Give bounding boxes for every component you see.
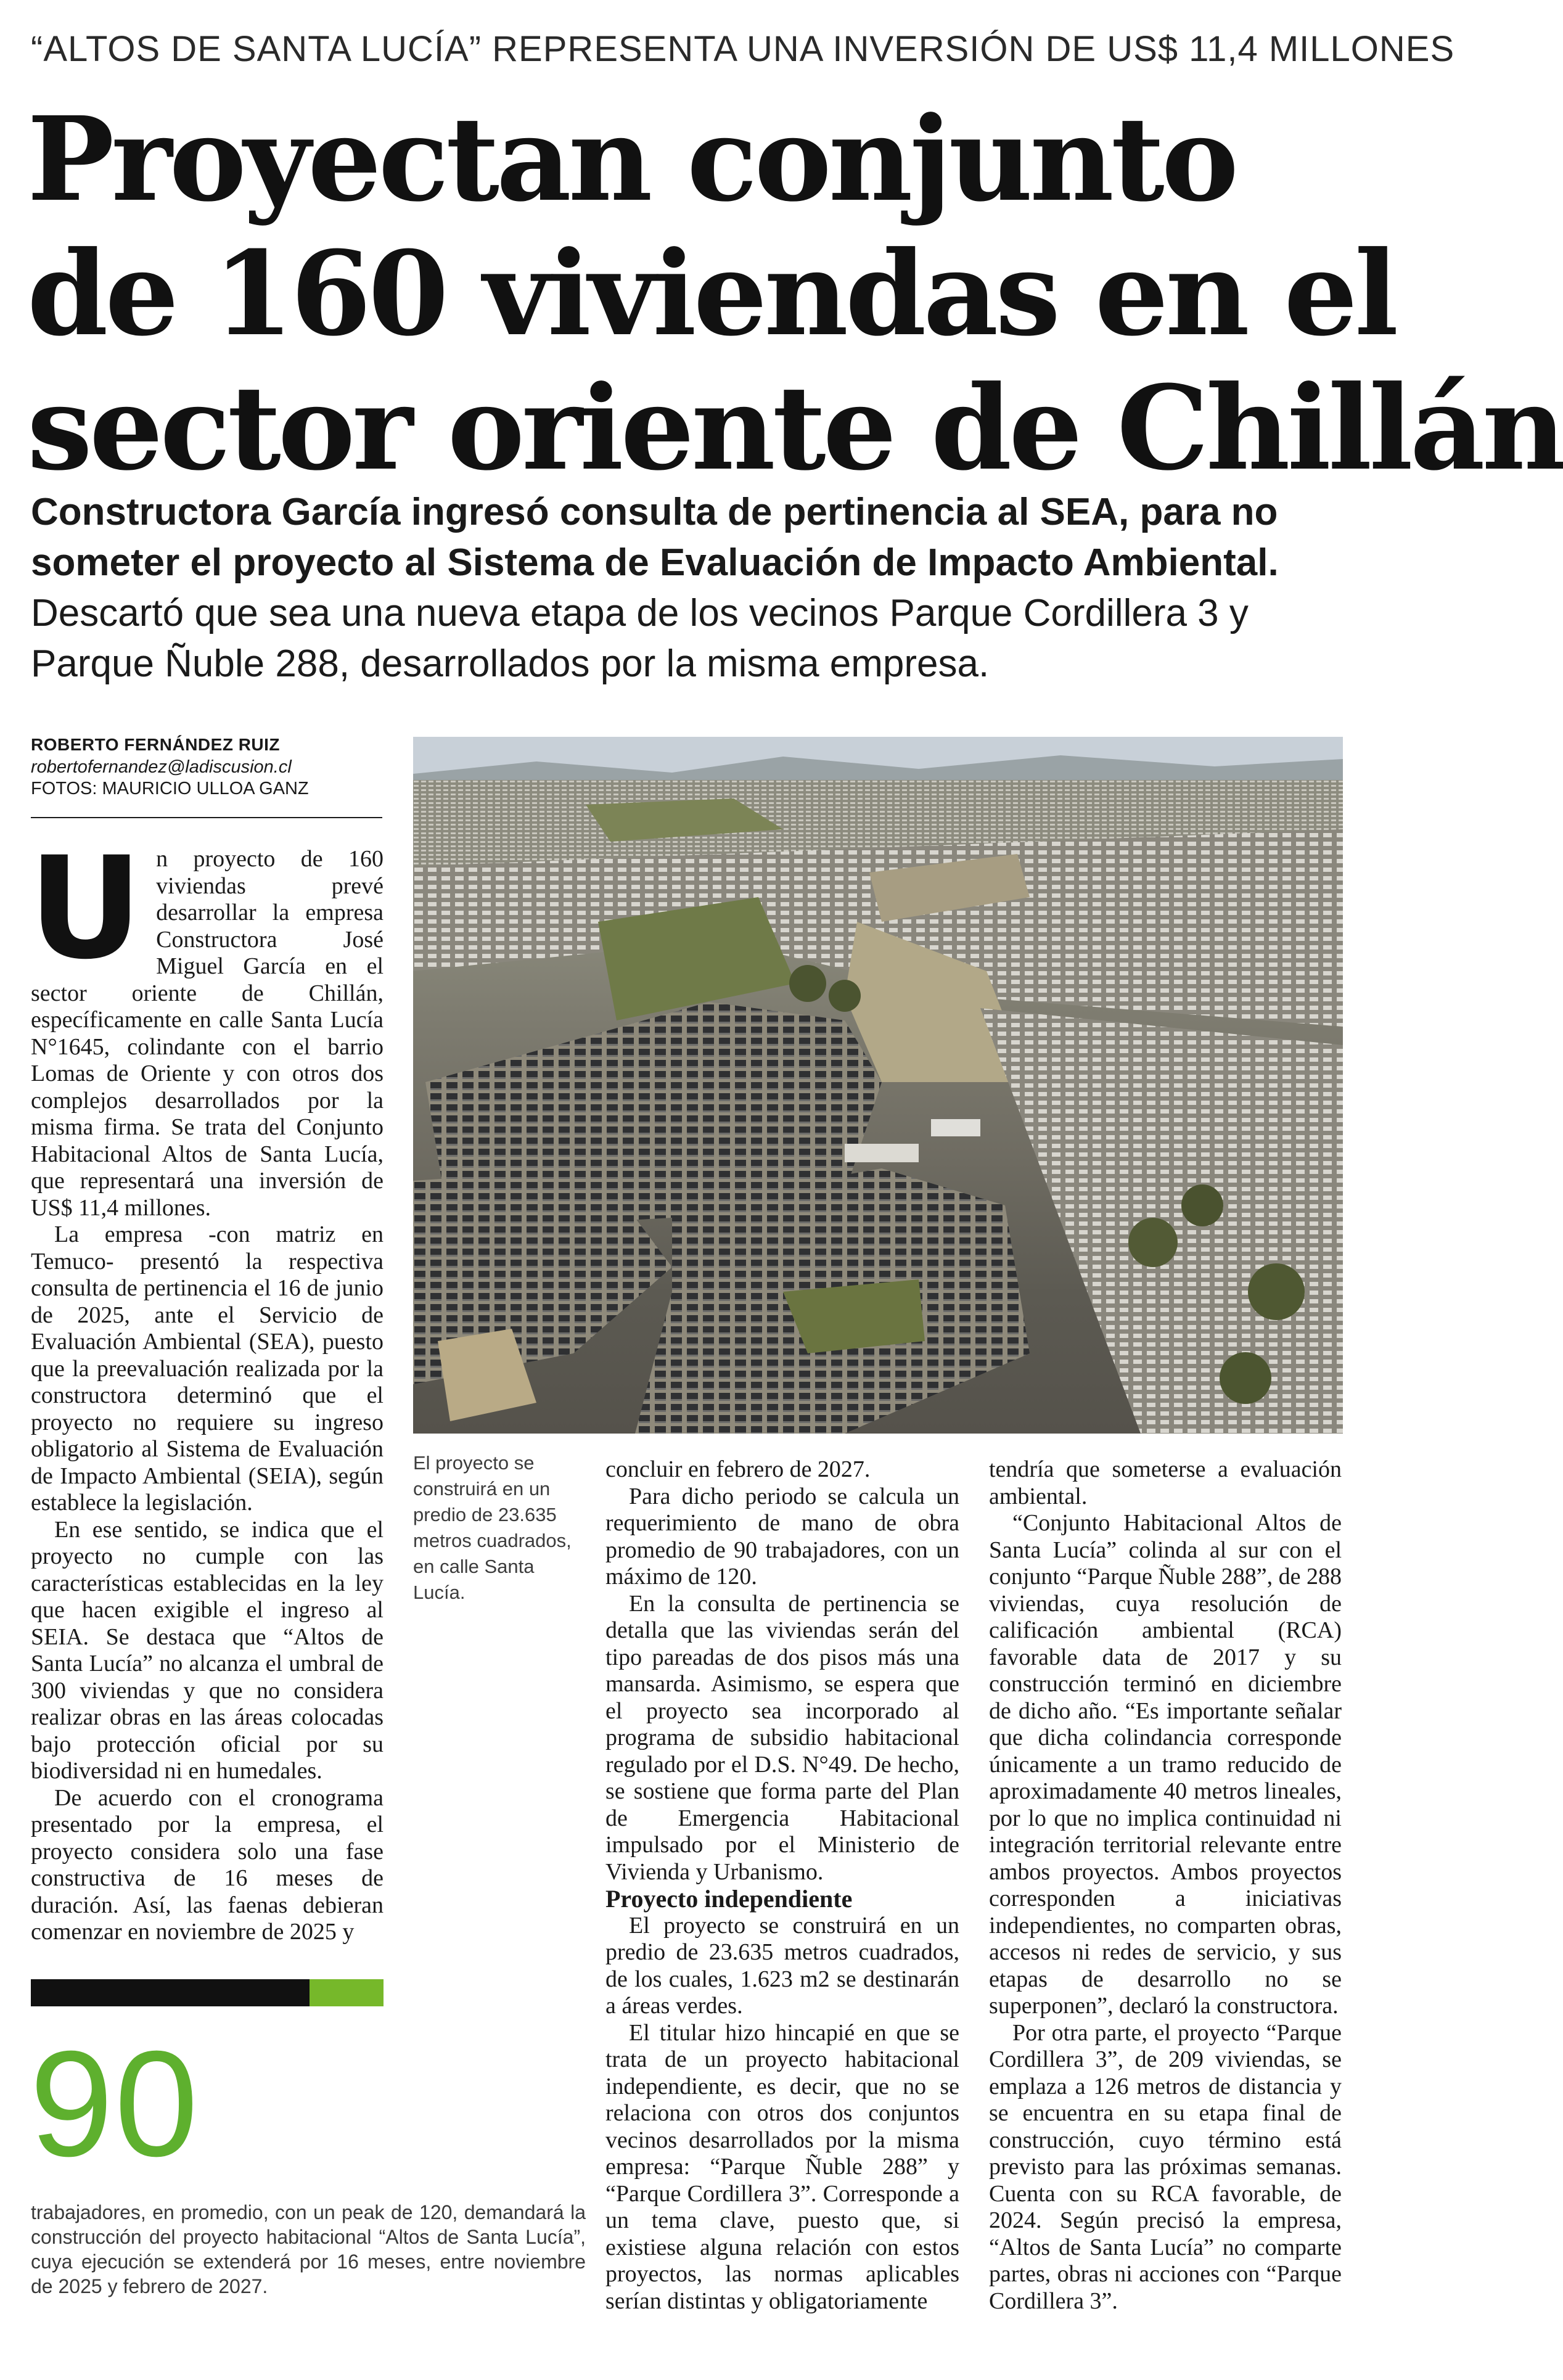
headline [27,91,1563,496]
article-column-1 [28,826,384,1946]
article-column-2 [605,1456,959,2315]
body-paragraph: Por otra parte, el proyecto “Parque Cordillera 3”, de 209 viviendas, se emplaza a 126 metros de distancia y se encuentra en su etapa final de construcción, cuyo término está previsto para las próximas semanas. Cuenta con su RCA favorable, de 2024. Según precisó la empresa, “Altos de Santa Lucía” no comparte partes, obras ni acciones con “Parque Cordillera 3”. [989,2019,1342,2314]
body-paragraph: En ese sentido, se indica que el proyecto no cumple con las características establecidas en la ley que hacen exigible el ingreso al SEIA. Se destaca que “Altos de Santa Lucía” no alcanza el umbral de 300 viviendas y que no considera realizar obras en las áreas colocadas bajo protección oficial por su biodiversidad ni en humedales. [31,1516,384,1784]
deck-regular: Descartó que sea una nueva etapa de los vecinos Parque Cordillera 3 y Parque Ñuble 288, desarrollados por la misma empresa. [31,592,1249,685]
body-paragraph: La empresa -con matriz en Temuco- presentó la respectiva consulta de pertinencia el 16 de junio de 2025, ante el Servicio de Evaluación Ambiental (SEA), puesto que la preevaluación realizada por la constructora determinó que el proyecto no requiere su ingreso obligatorio al Sistema de Evaluación de Impacto Ambiental (SEIA), según establece la legislación. [31,1221,384,1516]
body-paragraph: concluir en febrero de 2027. [605,1456,871,1482]
body-paragraph: El proyecto se construirá en un predio de 23.635 metros cuadrados, de los cuales, 1.623 m2 se destinarán a áreas verdes. [605,1912,959,2019]
headline-line: Proyectan conjunto [27,91,1236,228]
body-paragraph: Para dicho periodo se calcula un requerimiento de mano de obra promedio de 90 trabajadores, con un máximo de 120. [605,1483,959,1590]
body-paragraph: En la consulta de pertinencia se detalla que las viviendas serán del tipo pareadas de dos pisos más una mansarda. Asimismo, se espera que el proyecto sea incorporado al programa de subsidio habitacional regulado por el D.S. N°49. De hecho, se sostiene que forma parte del Plan de Emergencia Habitacional impulsado por el Ministerio de Vivienda y Urbanismo. [605,1590,959,1885]
article-column-3 [989,1456,1342,2315]
deck [31,487,1350,689]
kicker: “ALTOS DE SANTA LUCÍA” REPRESENTA UNA INVERSIÓN DE US$ 11,4 MILLONES [31,29,1455,69]
stat-bar-green [310,1979,384,2006]
stat-divider-bar [31,1979,384,2006]
body-paragraph: De acuerdo con el cronograma presentado por la empresa, el proyecto considera solo una fase constructiva de 16 meses de duración. Así, las faenas debieran comenzar en noviembre de 2025 y [31,1784,384,1945]
deck-bold: Constructora García ingresó consulta de pertinencia al SEA, para no someter el proyecto al Sistema de Evaluación de Impacto Ambiental. [31,491,1279,584]
subhead: Proyecto independiente [605,1885,853,1913]
byline-divider [31,817,382,818]
body-paragraph: Un proyecto de 160 viviendas prevé desarrollar la empresa Constructora José Miguel García en el sector oriente de Chillán, específicamente en calle Santa Lucía N°1645, colindante con el barrio Lomas de Oriente y con otros dos complejos desarrollados por la misma firma. Se trata del Conjunto Habitacional Altos de Santa Lucía, que representará una inversión de US$ 11,4 millones. [28,826,384,1221]
stat-number: 90 [30,2019,200,2188]
stat-description: trabajadores, en promedio, con un peak de 120, demandará la construcción del proyecto habitacional “Altos de Santa Lucía”, cuya ejecución se extenderá por 16 meses, entre noviembre de 2025 y febrero de 2027. [31,2201,586,2297]
body-paragraph: tendría que someterse a evaluación ambiental. [989,1456,1342,1509]
body-paragraph: “Conjunto Habitacional Altos de Santa Lucía” colinda al sur con el conjunto “Parque Ñuble 288”, de 288 viviendas, cuya resolución de calificación ambiental (RCA) favorable data de 2017 y su construcción terminó en diciembre de dicho año. “Es importante señalar que dicha colindancia corresponde únicamente a un tramo reducido de aproximadamente 40 metros lineales, por lo que no implica continuidad ni integración territorial relevante entre ambos proyectos. Ambos proyectos corresponden a iniciativas independientes, no comparten obras, accesos ni redes de servicio, y sus etapas de desarrollo no se superponen”, declaró la constructora. [989,1510,1342,2019]
drop-cap: U [28,826,143,990]
photo-caption: El proyecto se construirá en un predio de 23.635 metros cuadrados, en calle Santa Lucía. [413,1452,572,1603]
aerial-photo [413,737,1343,1434]
byline [31,735,388,799]
body-paragraph: El titular hizo hincapié en que se trata de un proyecto habitacional independiente, es decir, que no se relaciona con otros dos conjuntos vecinos desarrollados por la misma empresa: “Parque Ñuble 288” y “Parque Cordillera 3”. Corresponde a un tema clave, puesto que, si existiese alguna relación con estos proyectos, las normas aplicables serían distintas y obligatoriamente [605,2019,959,2314]
stat-bar-black [31,1979,310,2006]
aerial-photo-illustration [413,737,1343,1434]
author-name: ROBERTO FERNÁNDEZ RUIZ [31,735,281,754]
author-email: robertofernandez@ladiscusion.cl [31,757,292,777]
headline-line: sector oriente de Chillán [27,360,1563,496]
headline-line: de 160 viviendas en el [27,226,1396,362]
photo-credit: FOTOS: MAURICIO ULLOA GANZ [31,779,309,798]
